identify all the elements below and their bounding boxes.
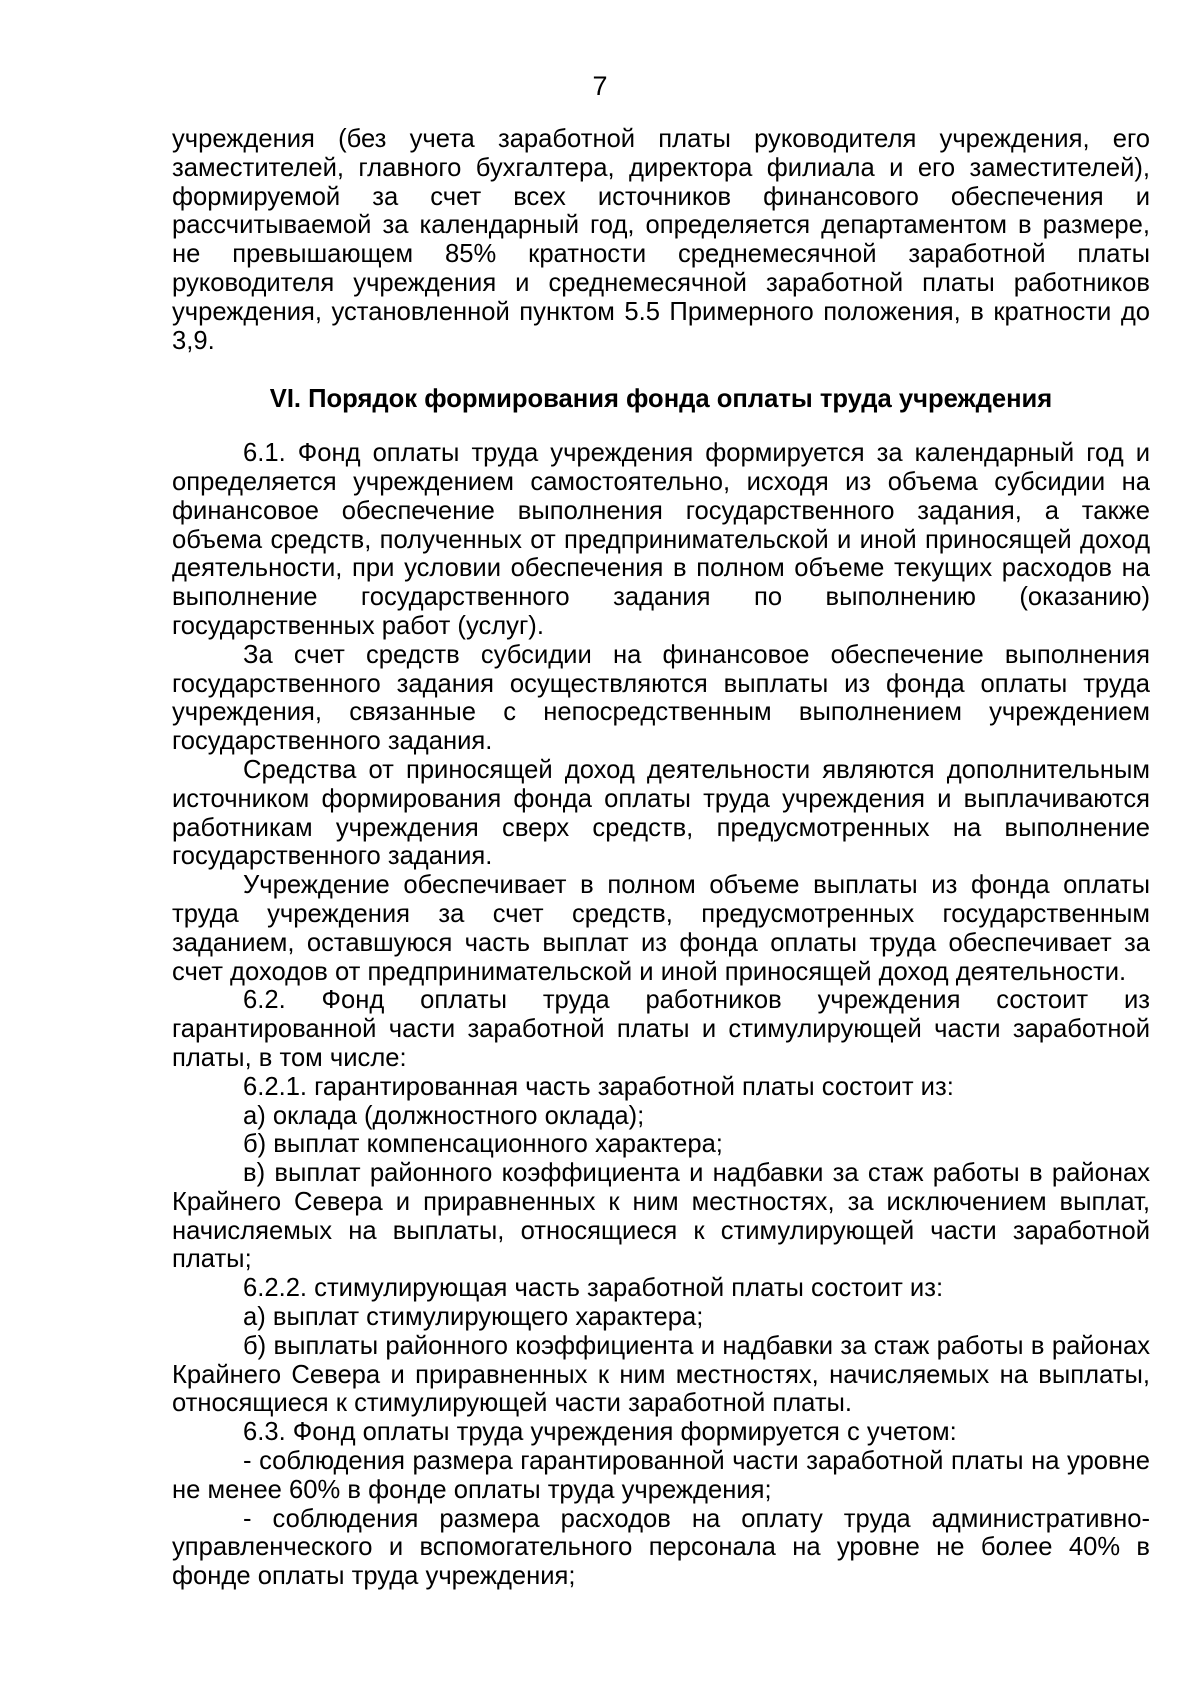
list-item-6-2-1-b: б) выплат компенсационного характера;: [243, 1130, 723, 1159]
paragraph-6-2-2: 6.2.2. стимулирующая часть заработной платы состоит из:: [243, 1274, 944, 1303]
document-body: [172, 125, 1150, 1591]
list-item-6-2-1-a: а) оклада (должностного оклада);: [243, 1101, 645, 1130]
paragraph-6-3: 6.3. Фонд оплаты труда учреждения формируется с учетом:: [243, 1418, 957, 1447]
paragraph-subsidy: За счет средств субсидии на финансовое обеспечение выполнения государственного задания осуществляются выплаты из фонда оплаты труда учреждения, связанные с непосредственным выполнением учреждением государственного задания.: [172, 640, 1150, 756]
paragraph-6-2: 6.2. Фонд оплаты труда работников учреждения состоит из гарантированной части заработной платы и стимулирующей части заработной платы, в том числе:: [172, 986, 1150, 1072]
list-item-6-2-1-v: в) выплат районного коэффициента и надбавки за стаж работы в районах Крайнего Севера и приравненных к ним местностях, за исключением выплат, начисляемых на выплаты, относящиеся к стимулирующей части заработной платы;: [172, 1159, 1150, 1274]
list-item-6-2-2-a: а) выплат стимулирующего характера;: [243, 1303, 704, 1332]
paragraph-6-2-1: 6.2.1. гарантированная часть заработной платы состоит из:: [243, 1072, 954, 1101]
paragraph-income-activity: Средства от приносящей доход деятельности являются дополнительным источником формирования фонда оплаты труда учреждения и выплачиваются работникам учреждения сверх средств, предусмотренных на выполнение государственного задания.: [172, 755, 1150, 871]
section-heading: VI. Порядок формирования фонда оплаты труда учреждения: [269, 385, 1053, 414]
paragraph-institution-provides: Учреждение обеспечивает в полном объеме выплаты из фонда оплаты труда учреждения за счет средств, предусмотренных государственным заданием, оставшуюся часть выплат из фонда оплаты труда обеспечивает за счет доходов от предпринимательской и иной приносящей доход деятельности.: [172, 871, 1150, 986]
list-item-6-3-guaranteed: - соблюдения размера гарантированной части заработной платы на уровне не менее 60% в фонде оплаты труда учреждения;: [172, 1447, 1150, 1504]
list-item-6-3-admin-staff: - соблюдения размера расходов на оплату труда административно-управленческого и вспомогательного персонала на уровне не более 40% в фонде оплаты труда учреждения;: [172, 1504, 1150, 1591]
list-item-6-2-2-b: б) выплаты районного коэффициента и надбавки за стаж работы в районах Крайнего Севера и приравненных к ним местностях, начисляемых на выплаты, относящиеся к стимулирующей части заработной платы.: [172, 1331, 1150, 1418]
page-number: 7: [592, 71, 608, 101]
paragraph-6-1: 6.1. Фонд оплаты труда учреждения формируется за календарный год и определяется учреждением самостоятельно, исходя из объема субсидии на финансовое обеспечение выполнения государственного задания, а также объема средств, полученных от предпринимательской и иной приносящей доход деятельности, при условии обеспечения в полном объеме текущих расходов на выполнение государственного задания по выполнению (оказанию) государственных работ (услуг).: [172, 439, 1150, 640]
intro-paragraph: учреждения (без учета заработной платы руководителя учреждения, его заместителей, главного бухгалтера, директора филиала и его заместителей), формируемой за счет всех источников финансового обеспечения и рассчитываемой за календарный год, определяется департаментом в размере, не превышающем 85% кратности среднемесячной заработной платы руководителя учреждения и среднемесячной заработной платы работников учреждения, установленной пунктом 5.5 Примерного положения, в кратности до 3,9.: [172, 125, 1150, 355]
